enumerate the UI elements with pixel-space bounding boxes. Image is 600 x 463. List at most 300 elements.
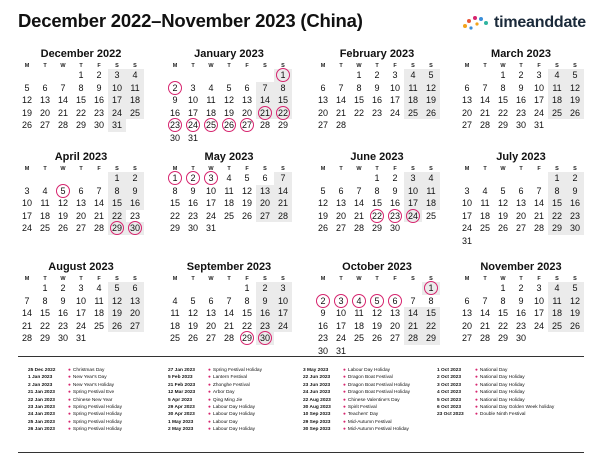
weekday-label: T [79,63,83,69]
legend-item [168,397,303,404]
day-cell: 10 [389,82,400,93]
holiday-day-cell: 29 [108,222,126,235]
day-cell: 5 [244,173,250,183]
weekday-label: S [573,63,577,69]
empty-cell [458,282,476,295]
month-title: August 2023 [48,261,114,273]
holiday-day-cell: 30 [256,332,274,345]
weekday-label: T [339,63,343,69]
weekday-label: W [208,276,214,282]
weekday-label: W [500,276,506,282]
timeanddate-logo[interactable] [461,13,586,33]
empty-cell [332,172,350,185]
legend-item [168,426,303,433]
day-cell: 20 [515,210,526,221]
legend-date: 24 Jan 2023 [28,412,55,418]
legend-date: 6 Oct 2023 [437,405,462,411]
legend-date: 2 Jan 2023 [28,382,53,388]
legend-date: 21 Feb 2023 [168,382,196,388]
holiday-day-cell: 4 [350,295,368,308]
day-cell: 27 [256,210,274,223]
holiday-day-cell: 1 [166,172,184,185]
legend-date: 2 May 2023 [168,427,194,433]
bullet-icon: ● [475,390,478,396]
weekday-label: T [227,166,231,172]
day-cell: 14 [256,94,274,107]
day-cell: 11 [40,198,50,208]
holiday-day-cell: 24 [404,210,422,223]
day-cell: 25 [548,320,566,333]
holiday-day-cell: 2 [314,295,332,308]
day-cell: 21 [93,210,104,221]
legend-name: National Day Holiday [479,375,525,381]
day-cell: 16 [93,95,104,105]
day-cell: 18 [404,94,422,107]
legend-date: 29 Sep 2023 [303,419,331,425]
months-grid [18,48,584,356]
bullet-icon: ● [68,382,71,388]
day-cell: 11 [206,95,216,105]
day-cell: 22 [108,210,126,223]
day-cell: 19 [57,210,68,221]
day-cell: 3 [190,82,196,93]
day-grid [18,282,144,345]
bullet-icon: ● [68,397,71,403]
day-cell: 1 [356,70,362,80]
weekday-label: F [393,166,397,172]
bullet-icon: ● [68,368,71,373]
holiday-day-cell: 23 [386,210,404,223]
legend-item [303,419,437,426]
empty-cell [36,172,54,185]
holiday-day-cell: 26 [220,119,238,132]
day-cell: 11 [170,308,180,318]
day-cell: 7 [482,295,488,306]
day-cell: 21 [57,107,68,118]
holiday-day-cell: 22 [274,107,292,120]
holiday-day-cell: 27 [238,119,256,132]
day-cell: 12 [108,295,126,308]
day-cell: 15 [497,95,508,105]
legend-date: 5 Feb 2023 [168,375,193,381]
day-cell: 18 [223,198,234,208]
weekday-label: T [43,63,47,69]
empty-cell [368,282,386,295]
day-cell: 8 [108,185,126,198]
day-cell: 26 [57,223,68,233]
month-calendar [166,261,292,345]
legend-item [437,374,587,381]
day-cell: 14 [533,198,544,208]
weekday-label: T [375,276,379,282]
day-cell: 26 [371,333,382,343]
legend-name: Double Ninth Festival [479,412,526,418]
day-grid [314,69,440,132]
legend-date: 24 Jun 2023 [303,390,331,396]
weekday-label: M [464,276,470,282]
day-cell: 20 [335,210,346,221]
day-cell: 20 [256,197,274,210]
day-cell: 26 [108,320,126,333]
weekday-label: W [208,63,214,69]
day-cell: 7 [482,82,488,93]
day-cell: 10 [274,295,292,308]
day-cell: 16 [126,197,144,210]
weekday-label: M [24,166,30,172]
day-cell: 18 [93,308,104,318]
day-cell: 1 [500,283,506,293]
day-cell: 27 [39,120,50,130]
day-cell: 25 [39,223,50,233]
legend-name: Spring Festival Eve [72,390,115,396]
day-cell: 10 [404,185,422,198]
day-cell: 3 [464,185,470,196]
legend-name: Arbor Day [212,390,235,396]
day-cell: 15 [39,308,50,318]
day-cell: 8 [78,82,84,93]
day-cell: 25 [479,223,490,233]
day-cell: 17 [533,95,544,105]
day-cell: 11 [126,82,144,95]
day-cell: 2 [566,172,584,185]
day-cell: 30 [515,120,526,130]
day-cell: 17 [533,308,544,318]
weekday-label: M [172,276,178,282]
weekday-label: F [245,166,249,172]
holiday-day-cell: 25 [202,119,220,132]
legend-item [168,374,303,381]
holiday-day-cell: 30 [126,222,144,235]
day-cell: 10 [533,82,544,93]
month-calendar [166,151,292,235]
month-title: November 2023 [480,261,562,273]
day-cell: 14 [223,308,234,318]
holiday-day-cell: 1 [422,282,440,295]
legend-item [437,411,587,418]
empty-cell [72,172,90,185]
day-cell: 21 [479,107,490,118]
day-cell: 3 [78,283,84,293]
legend-name: Spring Festival Holiday [72,412,122,418]
weekday-label: T [43,276,47,282]
month-calendar [18,48,144,132]
bullet-icon: ● [208,412,211,418]
day-cell: 13 [317,95,328,105]
holiday-legend [28,367,588,434]
day-cell: 29 [277,120,288,130]
legend-date: 1 May 2023 [168,419,194,425]
bullet-icon: ● [208,382,211,388]
day-cell: 26 [422,107,440,120]
day-cell: 24 [533,320,544,331]
weekday-label: S [115,166,119,172]
month-calendar [314,261,440,357]
day-cell: 26 [187,333,198,343]
day-cell: 19 [566,307,584,320]
legend-item [303,382,437,389]
day-cell: 15 [169,198,180,208]
day-cell: 4 [172,295,178,306]
day-cell: 14 [353,198,364,208]
day-cell: 30 [566,222,584,235]
day-cell: 21 [404,320,422,333]
day-cell: 28 [93,223,104,233]
holiday-day-cell: 29 [238,332,256,345]
day-cell: 12 [317,198,328,208]
day-cell: 18 [479,210,490,221]
weekday-label: W [60,276,66,282]
day-cell: 11 [548,82,566,95]
day-cell: 18 [205,107,216,118]
day-cell: 16 [187,198,198,208]
weekday-label: M [464,63,470,69]
legend-column [28,367,168,434]
day-cell: 19 [187,320,198,331]
day-cell: 24 [75,320,86,331]
day-cell: 8 [356,82,362,93]
legend-name: Spring Festival Holiday [72,419,122,425]
day-cell: 27 [335,223,346,233]
month-title: June 2023 [350,151,404,163]
holiday-day-cell: 1 [274,69,292,82]
day-cell: 28 [353,223,364,233]
day-cell: 21 [335,107,346,118]
day-cell: 18 [126,94,144,107]
weekday-label: M [320,276,326,282]
day-cell: 12 [241,185,252,196]
bullet-icon: ● [475,397,478,403]
weekday-label: T [227,63,231,69]
empty-cell [18,69,36,82]
day-cell: 15 [497,308,508,318]
legend-name: National Day Holiday [479,397,525,403]
bullet-icon: ● [208,427,211,433]
day-grid [18,172,144,235]
day-cell: 15 [548,197,566,210]
empty-cell [476,172,494,185]
weekday-label: F [245,63,249,69]
bullet-icon: ● [208,375,211,381]
day-cell: 5 [320,185,326,196]
logo-text: timeanddate [493,14,586,31]
day-cell: 25 [223,210,234,221]
weekday-label: T [79,166,83,172]
day-cell: 5 [190,295,196,306]
day-cell: 16 [389,198,400,208]
weekday-label: F [393,276,397,282]
weekday-label: T [43,166,47,172]
legend-item [168,367,303,374]
bullet-icon: ● [208,390,211,396]
day-cell: 17 [21,210,32,221]
bullet-icon: ● [343,419,346,425]
day-cell: 22 [169,210,180,221]
weekday-label: T [519,276,523,282]
legend-date: 1 Jan 2023 [28,375,53,381]
day-grid [458,172,584,247]
day-cell: 28 [479,120,490,130]
month-title: January 2023 [194,48,264,60]
day-cell: 19 [497,210,508,221]
day-cell: 29 [371,223,382,233]
weekday-label: T [483,63,487,69]
empty-cell [476,69,494,82]
bullet-icon: ● [208,419,211,425]
day-cell: 27 [389,333,400,343]
day-cell: 19 [241,198,252,208]
day-cell: 23 [256,320,274,333]
weekday-label: F [537,63,541,69]
day-cell: 25 [404,107,422,120]
legend-item [303,389,437,396]
day-cell: 24 [274,320,292,333]
legend-name: Spring Festival Holiday [212,368,262,373]
day-cell: 19 [317,210,328,221]
day-cell: 22 [497,320,508,331]
empty-cell [332,282,350,295]
weekday-label: M [320,166,326,172]
day-cell: 16 [371,95,382,105]
weekday-label: F [245,276,249,282]
day-cell: 6 [320,82,326,93]
day-cell: 29 [497,333,508,343]
day-cell: 19 [422,94,440,107]
weekday-label: S [263,63,267,69]
month-calendar [314,48,440,132]
day-cell: 5 [108,282,126,295]
day-cell: 14 [274,185,292,198]
day-cell: 18 [548,94,566,107]
day-cell: 28 [259,120,270,130]
day-cell: 24 [205,210,216,221]
day-cell: 5 [24,82,30,93]
day-cell: 8 [244,295,250,306]
month-title: July 2023 [496,151,546,163]
day-cell: 11 [480,198,490,208]
day-cell: 7 [96,185,102,196]
weekday-label: T [191,63,195,69]
day-cell: 18 [422,197,440,210]
day-cell: 26 [241,210,252,221]
day-cell: 17 [461,210,472,221]
day-cell: 9 [518,82,524,93]
legend-name: Dragon Boat Festival [347,375,393,381]
day-cell: 4 [404,69,422,82]
day-cell: 9 [566,185,584,198]
day-cell: 20 [205,320,216,331]
legend-date: 4 Oct 2023 [437,390,462,396]
day-cell: 13 [461,308,472,318]
empty-cell [350,172,368,185]
day-cell: 21 [479,320,490,331]
weekday-label: F [97,63,101,69]
day-cell: 13 [205,308,216,318]
legend-item [28,397,168,404]
day-cell: 27 [515,223,526,233]
empty-cell [220,69,238,82]
legend-date: 10 Sep 2023 [303,412,331,418]
day-cell: 4 [548,69,566,82]
day-cell: 25 [353,333,364,343]
legend-name: Labour Day [212,419,238,425]
legend-name: National Day [479,368,508,373]
holiday-day-cell: 2 [184,172,202,185]
day-cell: 13 [389,308,400,318]
empty-cell [458,172,476,185]
day-cell: 13 [75,198,86,208]
day-cell: 18 [39,210,50,221]
legend-item [168,404,303,411]
day-cell: 15 [274,94,292,107]
day-cell: 5 [422,69,440,82]
day-cell: 17 [187,107,198,118]
day-cell: 30 [317,345,328,356]
day-cell: 31 [533,120,544,130]
legend-date: 25 Dec 2022 [28,368,56,373]
day-cell: 12 [497,198,508,208]
weekday-label: F [97,276,101,282]
weekday-label: T [79,276,83,282]
day-grid [166,69,292,144]
day-cell: 14 [93,198,104,208]
day-cell: 27 [317,120,328,130]
day-cell: 28 [533,223,544,233]
day-cell: 13 [126,295,144,308]
bullet-icon: ● [68,412,71,418]
day-cell: 11 [548,295,566,308]
day-cell: 26 [566,107,584,120]
day-cell: 21 [353,210,364,221]
holiday-day-cell: 5 [54,185,72,198]
legend-name: New Year's Holiday [72,382,115,388]
legend-name: National Day Holiday [479,382,525,388]
day-cell: 16 [566,197,584,210]
day-cell: 21 [223,320,234,331]
day-cell: 13 [256,185,274,198]
weekday-label: W [356,276,362,282]
empty-cell [202,282,220,295]
month-calendar [458,261,584,345]
day-cell: 8 [500,82,506,93]
bullet-icon: ● [475,368,478,373]
day-cell: 26 [566,320,584,333]
empty-cell [458,69,476,82]
day-cell: 31 [75,333,86,343]
day-cell: 19 [223,107,234,118]
day-cell: 6 [262,173,268,183]
legend-item [28,404,168,411]
day-cell: 22 [548,210,566,223]
day-cell: 1 [548,172,566,185]
day-cell: 6 [42,82,48,93]
weekday-label: M [172,63,178,69]
day-cell: 31 [461,235,472,246]
legend-name: Zhonghe Festival [212,382,250,388]
day-cell: 15 [422,307,440,320]
day-cell: 17 [108,94,126,107]
bullet-icon: ● [343,368,346,373]
legend-item [303,367,437,374]
day-cell: 26 [497,223,508,233]
day-cell: 8 [374,185,380,196]
day-cell: 25 [93,320,104,331]
legend-item [303,426,437,433]
weekday-label: M [24,276,30,282]
day-cell: 3 [108,69,126,82]
day-cell: 10 [461,198,472,208]
month-calendar [458,151,584,247]
day-cell: 22 [353,107,364,118]
